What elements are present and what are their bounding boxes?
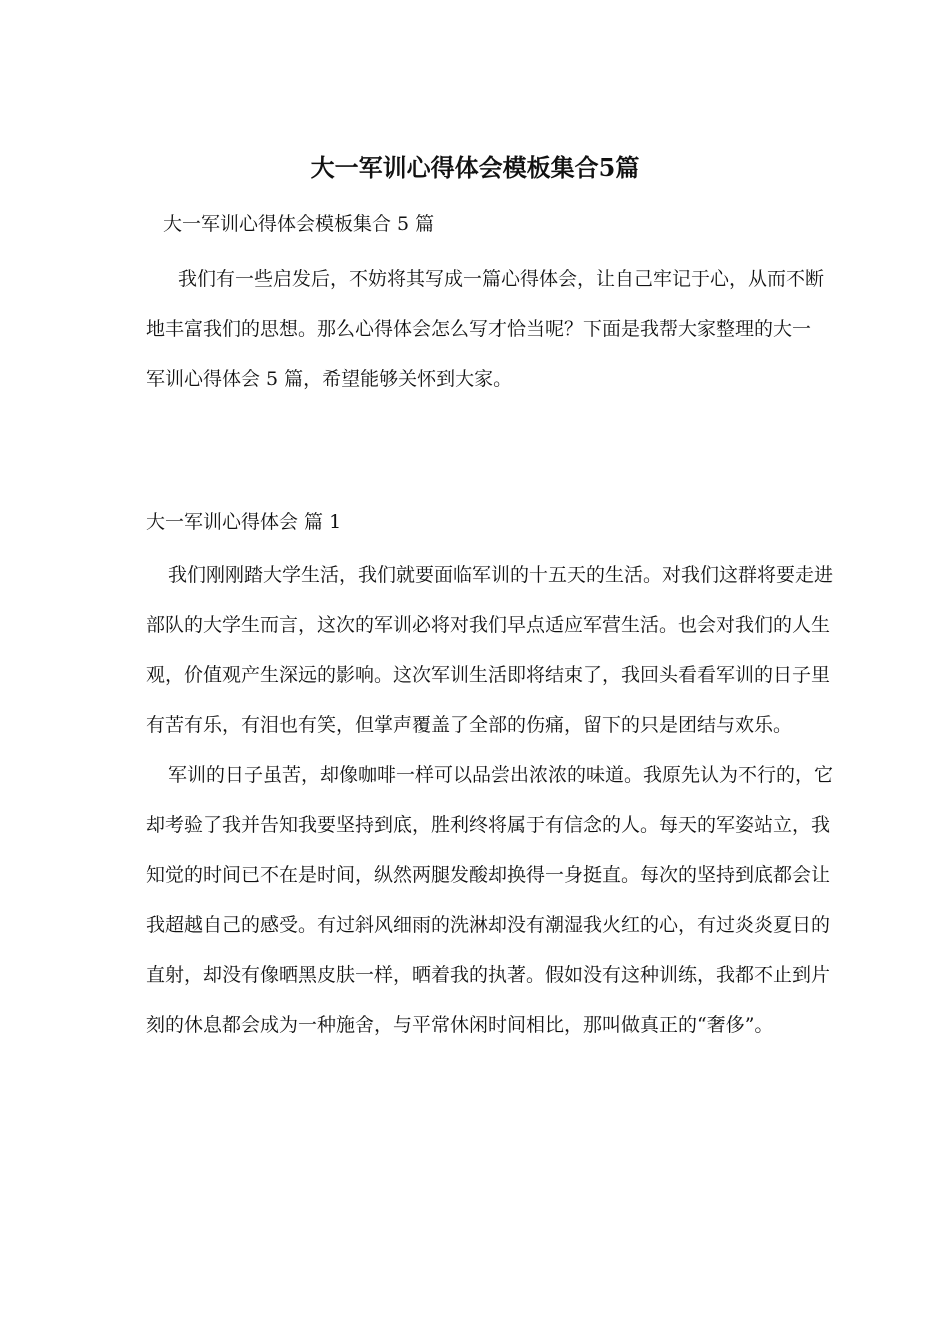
section-body	[146, 550, 836, 1050]
document-subtitle: 大一军训心得体会模板集合 5 篇	[163, 213, 435, 235]
document-title: 大一军训心得体会模板集合5篇	[310, 153, 640, 182]
intro-paragraph: 我们有一些启发后，不妨将其写成一篇心得体会，让自己牢记于心，从而不断地丰富我们的思想。那么心得体会怎么写才恰当呢？下面是我帮大家整理的大一军训心得体会 5 篇，希望能够关怀到大家。	[146, 268, 825, 390]
section-heading: 大一军训心得体会 篇 1	[146, 511, 342, 533]
body-paragraph: 我们刚刚踏大学生活，我们就要面临军训的十五天的生活。对我们这群将要走进部队的大学生而言，这次的军训必将对我们早点适应军营生活。也会对我们的人生观，价值观产生深远的影响。这次军训生活即将结束了，我回头看看军训的日子里有苦有乐，有泪也有笑，但掌声覆盖了全部的伤痛，留下的只是团结与欢乐。	[146, 564, 834, 736]
body-paragraph: 军训的日子虽苦，却像咖啡一样可以品尝出浓浓的味道。我原先认为不行的，它却考验了我并告知我要坚持到底，胜利终将属于有信念的人。每天的军姿站立，我知觉的时间已不在是时间，纵然两腿发酸却换得一身挺直。每次的坚持到底都会让我超越自己的感受。有过斜风细雨的洗淋却没有潮湿我火红的心，有过炎炎夏日的直射，却没有像晒黑皮肤一样，晒着我的执著。假如没有这种训练，我都不止到片刻的休息都会成为一种施舍，与平常休闲时间相比，那叫做真正的“奢侈”。	[146, 764, 834, 1036]
